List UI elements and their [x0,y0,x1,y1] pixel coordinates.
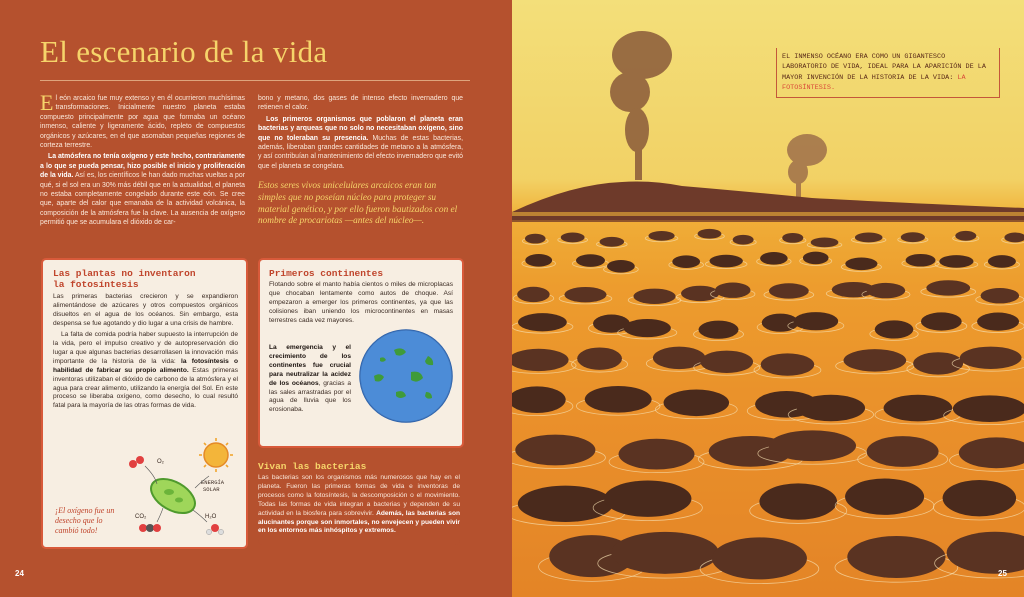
stromatolite-mound [664,389,730,416]
text-column-2 [258,94,463,173]
stromatolite-mound [847,536,945,578]
stromatolite-mound [600,237,625,247]
text-column-1 [40,90,245,230]
stromatolite-mound [624,319,671,337]
stromatolite-mound [845,258,877,271]
stromatolite-mound [981,288,1020,303]
stromatolite-mound [512,349,569,371]
col2-paragraph-2: Muchas de estas bacterias, además, liberaban grandes cantidades de metano a la atmósfera, y así contribuían al mantenimiento del efecto invernadero que evitó que el planeta se congelara. [258,134,463,170]
stromatolite-mound [884,395,953,422]
stromatolite-mound [525,234,546,244]
stromatolite-mound [762,314,799,332]
stromatolite-mound [797,395,865,422]
stromatolite-mound [811,237,839,247]
page-title: El escenario de la vida [40,34,328,69]
stromatolite-mound [761,353,814,375]
right-page-illustration [512,0,1024,597]
stromatolite-mound [875,320,914,338]
stromatolite-mound [648,231,674,241]
co2-molecule-icon [139,524,161,532]
bacterium-icon [145,472,201,520]
box-continents-title: Primeros continentes [269,268,384,279]
stromatolite-mound [926,280,970,295]
box1-paragraph-2-bold: la fotosíntesis o habilidad de fabricar su propio alimento. [53,357,239,374]
col2-paragraph-1: bono y metano, dos gases de intenso efecto invernadero que retienen el calor. [258,95,463,112]
col2-paragraph-2-bold: Los primeros organismos que poblaron el planeta eran bacterias y arqueas que no solo no necesitaban oxígeno, sino que no toleraban su presencia. [258,115,463,142]
box1-paragraph-2c: Estas primeras inventoras utilizaban el dióxido de carbono de la atmósfera y el agua para crear alimento, utilizando la energía del Sol. En este proceso se liberaba oxígeno, como desecho, lo cual resultó fatal para la mayoría de las otras formas de vida. [53,366,238,410]
stromatolite-mound [921,312,962,330]
energy-label: ENERGÍA [201,479,225,486]
stromatolite-mound [611,532,719,574]
stromatolite-mound [518,486,613,522]
stromatolite-mound [906,254,936,267]
stromatolite-mound [585,386,652,413]
stromatolite-mound [867,283,906,298]
h2o-molecule-icon [206,524,223,535]
stromatolite-mound [769,430,856,461]
caption-text: EL INMENSO OCÉANO ERA COMO UN GIGANTESCO LABORATORIO DE VIDA, IDEAL PARA LA APARICIÓN DE LA MAYOR INVENCIÓN DE LA HISTORIA DE LA VIDA: [782,53,986,82]
stromatolite-mound [619,439,695,470]
stromatolite-mound [604,480,691,516]
energy-label-2: SOLAR [203,486,220,493]
stromatolite-mound [977,313,1019,331]
stromatolite-mound [939,255,973,268]
stromatolite-mound [525,254,552,267]
illustration-caption [782,52,994,94]
page-number-right: 25 [998,569,1007,578]
box-bacteria [258,459,460,545]
stromatolite-mound [855,233,883,243]
stromatolite-mound [512,386,566,413]
oxygen-note: ¡El oxígeno fue un desecho que lo cambió todo! [55,506,115,535]
box-continents-body [269,281,453,326]
stromatolite-mound [561,233,585,243]
photosynthesis-illustration [121,436,241,544]
stromatolite-mound [577,347,622,369]
stromatolite-mound [709,255,742,268]
stromatolite-mound [712,537,807,579]
stromatolite-mound [653,347,706,369]
col1-paragraph-2: Así es, los científicos le han dado muchas vueltas a por qué, si el sol era un 30% más débil que en la actualidad, el planeta no estaba completamente congelado durante este eón. Se cree que, aparte del calor que emanaba de la actividad volcánica, la composición de la atmósfera fue la clave. La ausencia de oxígeno permitió que se acumulara el dióxido de car- [40,172,245,227]
h2o-label: H₂O [205,514,217,520]
stromatolite-mound [633,289,675,304]
stromatolite-mound [867,436,939,467]
stromatolite-mound [988,255,1016,268]
stromatolite-mound [759,483,837,519]
stromatolite-mound [699,321,739,339]
box-bacteria-title: Vivan las bacterias [258,461,367,472]
stromatolite-mound [960,347,1022,369]
stromatolite-mound [564,287,606,302]
page-number-left: 24 [15,569,24,578]
stromatolite-mound [760,252,788,265]
box-photosynthesis-body [53,293,238,411]
stromatolite-mound [700,351,753,373]
sun-icon [199,438,233,472]
stromatolite-mound [913,352,963,374]
title-rule [40,80,470,81]
stromatolite-mound [681,286,719,301]
col1-paragraph-2-bold: La atmósfera no tenía oxígeno y este hecho, contrariamente a lo que se pueda pensar, hizo posible el inicio y proliferación de la vida. [40,153,245,180]
stromatolite-mound [803,252,829,265]
box1-paragraph-1: Las primeras bacterias crecieron y se expandieron alimentándose de azúcares y otros compuestos orgánicos disueltos en el agua de los océanos. Sin embargo, esta despensa se fue agotando y dio lugar a una crisis de hambre. [53,293,238,327]
stromatolite-mound [901,232,925,242]
o2-label: O₂ [157,459,164,465]
box3-paragraph: Las bacterias son los organismos más numerosos que hay en el planeta. Fueron las primeras formas de vida e inventoras de procesos como la fotosíntesis, la descomposición o el movimiento. Todas las formas de vida integran a bacterias y dependen de su actividad en la biosfera para sobrevivir. [258,474,460,517]
stromatolite-mound [793,312,838,330]
stromatolite-mound [955,231,976,241]
box-photosynthesis-title: Las plantas no inventaron la fotosíntesis [53,268,196,290]
stromatolite-mound [943,480,1016,516]
pull-quote: Estos seres vivos unicelulares arcaicos eran tan simples que no poseían núcleo para proteger su material genético, y por ello fueron bautizados con el nombre de procariotas —antes del núcleo—. [258,181,458,227]
stromatolite-mound [607,260,635,273]
stromatolite-mound [959,437,1024,468]
caption-label: LA FOTOSÍNTESIS. [782,73,966,93]
o2-molecule-icon [129,456,144,468]
box2-paragraph-bold: La emergencia y el crecimiento de los continentes fue crucial para neutralizar la acidez de los océanos [269,344,351,387]
stromatolite-mound [733,235,754,245]
box1-paragraph-2a: La falta de comida podría haber supuesto la interrupción de la vida, pero el impulso creativo y de autopreservación dio lugar a que algunas bacterias desarrollasen la innovación más importante de la historia de la vida: [53,331,238,365]
stromatolite-mound [953,395,1024,422]
stromatolite-mound [698,229,722,239]
stromatolite-mound [845,478,924,514]
stromatolite-mound [844,349,907,371]
box3-paragraph-bold: Además, las bacterias son alucinantes porque son inmortales, no envejecen y pueden vivir en los entornos más inhóspitos y extremos. [258,509,461,535]
stromatolite-mound [947,532,1024,574]
co2-label: CO₂ [135,514,147,520]
stromatolite-mound [769,283,809,298]
box2-paragraph: Flotando sobre el manto había cientos o miles de microplacas que chocaban lentamente como autos de choque. Así empezaron a emerger los primeros continentes, ya que las colisiones iban uniendo los microcontinentes en masas terrestres cada vez mayores. [269,281,453,324]
box2-paragraph-end: , gracias a las sales arrastradas por el agua de lluvia que los erosionaba. [269,379,351,414]
box-photosynthesis [41,258,248,549]
stromatolite-mound [1004,233,1024,243]
box-continents-body-2 [269,344,351,415]
box-bacteria-body [258,474,460,536]
stromatolite-mound [515,435,595,466]
stromatolite-mound [715,283,751,298]
stromatolite-mound [517,287,550,302]
drop-cap: E [40,90,54,115]
stromatolite-mound [672,255,700,268]
earth-globe-illustration [356,326,456,426]
col1-paragraph-1: l eón arcaico fue muy extenso y en él ocurrieron muchísimas transformaciones. Inicialmente nuestro planeta estaba compuesto principalmente por agua que formaba un océano inmenso, caliente y ligeramente ácido, repleto de compuestos orgánicos y azúcares, en el que asomaban pequeñas regiones de corteza terrestre. [40,95,245,150]
stromatolite-mound [782,233,803,243]
box-continents [258,258,464,448]
stromatolite-mound [576,254,605,267]
stromatolite-mound [518,313,567,331]
